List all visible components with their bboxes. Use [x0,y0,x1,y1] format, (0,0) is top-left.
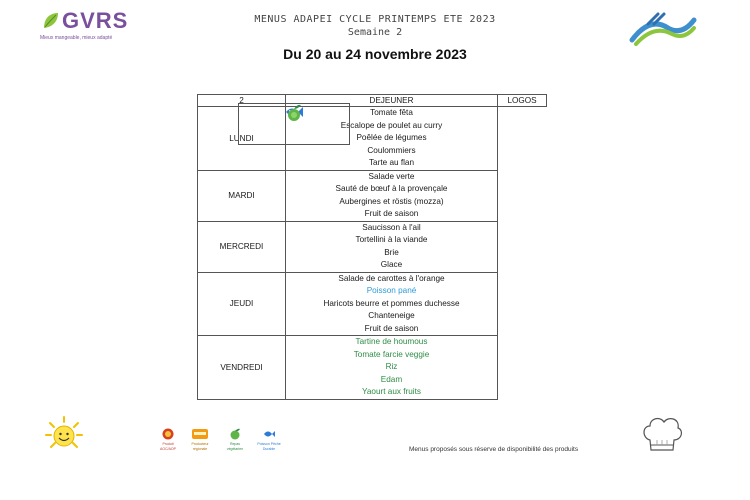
week-number-header: 2 [198,95,286,107]
logo-text: GVRS [62,8,129,33]
dish-item: Tomate fêta [370,108,413,117]
date-range: Du 20 au 24 novembre 2023 [283,46,467,62]
dish-item: Coulommiers [367,145,416,155]
vegetarian-meal-label: Repas végétarien [226,442,244,451]
day-name: MERCREDI [198,221,286,272]
dish-item: Escalope de poulet au curry [340,120,443,130]
dish-item: Brie [384,247,399,257]
dish-item: Salade verte [368,171,415,181]
dish-item: Tomate farcie veggie [353,349,430,359]
regional-producer-label: Producteur régionale [191,442,209,451]
day-name: JEUDI [198,272,286,336]
menu-day-row [198,336,547,400]
smiling-sun-icon [44,415,84,451]
menu-day-row [198,170,547,221]
day-logo-cell [238,103,350,145]
dish-list [286,221,498,272]
aoc-aop-label: Produit AOC/AOP [160,442,176,451]
sustainable-fish-icon [263,428,275,440]
dish-item: Poisson pané [366,286,417,295]
dish-item: Salade de carottes à l'orange [338,273,445,283]
day-name: MARDI [198,170,286,221]
dish-list [286,272,498,336]
dish-item: Yaourt aux fruits [361,387,421,396]
dish-item: Saucisson à l'ail [362,222,421,232]
dish-item: Chanteneige [368,311,415,320]
dish-list [286,170,498,221]
menu-table [197,94,547,400]
vegetarian-meal-legend-icon [229,428,241,440]
day-name: LUNDI [198,107,286,171]
dish-item: Tartine de houmous [355,337,428,346]
week-label: Semaine 2 [347,27,403,38]
vegetarian-meal-icon [286,115,302,124]
menu-day-row [198,272,547,336]
menu-day-row [198,221,547,272]
lunch-header: DEJEUNER [286,95,498,107]
dish-item: Edam [380,374,403,384]
dish-item: Aubergines et röstis (mozza) [339,196,444,206]
dish-item: Fruit de saison [364,323,419,333]
dish-item: Glace [380,260,403,269]
logo-tagline: Mieux mangeable, mieux adapté [40,35,113,41]
chef-hat-icon [640,414,684,456]
sustainable-fish-label: Poisson Pêche Durable [257,442,281,451]
aoc-aop-icon [162,428,174,440]
availability-disclaimer: Menus proposés sous réserve de disponibilité des produits [409,446,579,453]
menu-cycle-title: MENUS ADAPEI CYCLE PRINTEMPS ETE 2023 [254,14,496,25]
regional-producer-icon [192,428,208,440]
dish-list [286,336,498,400]
dish-item: Tortellini à la viande [355,235,428,244]
dish-item: Fruit de saison [364,209,419,218]
dish-item: Tarte au flan [368,158,415,167]
dish-item: Riz [385,362,398,371]
logos-header: LOGOS [498,95,547,107]
dish-item: Poêlée de légumes [356,133,427,142]
dish-item: Sauté de bœuf à la provençale [335,184,448,193]
day-name: VENDREDI [198,336,286,400]
dish-item: Haricots beurre et pommes duchesse [323,298,460,308]
